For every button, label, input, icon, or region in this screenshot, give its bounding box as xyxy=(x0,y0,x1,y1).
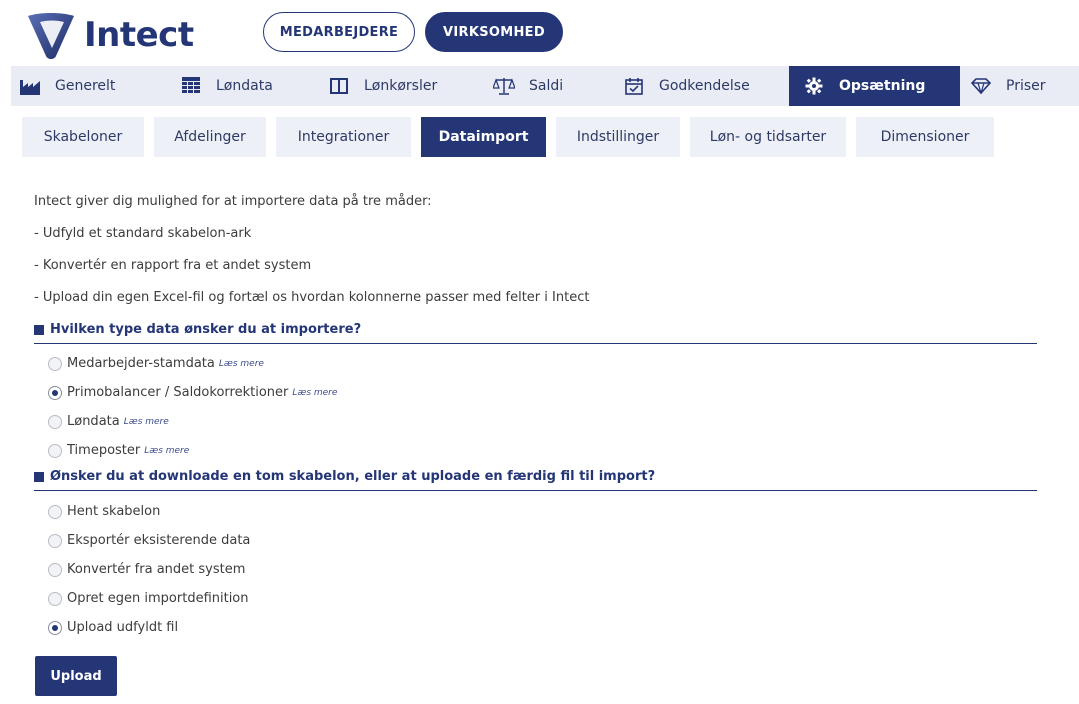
radio-button[interactable] xyxy=(48,592,62,606)
table-icon xyxy=(180,75,202,97)
radio-button[interactable] xyxy=(48,415,62,429)
radio-button[interactable] xyxy=(48,534,62,548)
logo-text: Intect xyxy=(84,15,194,55)
radio-option-primobalancer[interactable] xyxy=(48,385,337,400)
radio-option-upload-udfyldt-fil[interactable] xyxy=(48,620,178,635)
radio-option-konverter[interactable] xyxy=(48,562,245,577)
radio-label: Konvertér fra andet system xyxy=(67,562,246,577)
tab-skabeloner[interactable]: Skabeloner xyxy=(22,117,144,157)
nav-item-generelt[interactable] xyxy=(11,66,172,106)
read-more-link[interactable]: Læs mere xyxy=(123,416,169,427)
nav-label: Lønkørsler xyxy=(364,78,438,94)
upload-button[interactable]: Upload xyxy=(35,656,117,696)
tab-integrationer[interactable]: Integrationer xyxy=(276,117,411,157)
read-more-link[interactable]: Læs mere xyxy=(144,445,190,456)
radio-label: Opret egen importdefinition xyxy=(67,591,249,606)
radio-option-medarbejder-stamdata[interactable] xyxy=(48,356,264,371)
data-type-heading-text: Hvilken type data ønsker du at importere? xyxy=(50,322,362,337)
radio-option-eksporter-data[interactable] xyxy=(48,533,250,548)
action-heading xyxy=(34,469,1037,491)
columns-icon xyxy=(328,75,350,97)
nav-item-priser[interactable] xyxy=(960,66,1079,106)
nav-label: Løndata xyxy=(216,78,273,94)
tab-dimensioner[interactable]: Dimensioner xyxy=(856,117,994,157)
tab-indstillinger[interactable]: Indstillinger xyxy=(556,117,680,157)
section-bullet-icon xyxy=(34,325,44,335)
gear-icon xyxy=(803,75,825,97)
diamond-icon xyxy=(970,75,992,97)
read-more-link[interactable]: Læs mere xyxy=(218,358,264,369)
sub-nav xyxy=(22,117,1004,157)
radio-button[interactable] xyxy=(48,386,62,400)
radio-label: Løndata xyxy=(67,414,120,429)
tab-afdelinger[interactable]: Afdelinger xyxy=(154,117,266,157)
app-header xyxy=(0,0,1079,66)
nav-label: Opsætning xyxy=(839,78,926,94)
nav-item-loenkoersler[interactable] xyxy=(320,66,485,106)
radio-label: Timeposter xyxy=(67,443,141,458)
radio-button[interactable] xyxy=(48,621,62,635)
radio-option-opret-importdefinition[interactable] xyxy=(48,591,249,606)
intect-logo[interactable] xyxy=(26,10,194,60)
radio-label: Eksportér eksisterende data xyxy=(67,533,251,548)
radio-button[interactable] xyxy=(48,505,62,519)
company-mode-button[interactable]: VIRKSOMHED xyxy=(425,12,563,52)
nav-item-loendata[interactable] xyxy=(172,66,320,106)
intect-logo-icon xyxy=(26,10,76,60)
nav-label: Priser xyxy=(1006,78,1046,94)
intro-text: Intect giver dig mulighed for at importere data på tre måder: xyxy=(34,194,432,209)
radio-option-timeposter[interactable] xyxy=(48,443,189,458)
radio-option-hent-skabelon[interactable] xyxy=(48,504,160,519)
radio-label: Hent skabelon xyxy=(67,504,161,519)
radio-label: Medarbejder-stamdata xyxy=(67,356,215,371)
nav-item-opsaetning[interactable] xyxy=(789,66,960,106)
data-type-heading xyxy=(34,322,1037,344)
section-bullet-icon xyxy=(34,472,44,482)
radio-option-loendata[interactable] xyxy=(48,414,169,429)
factory-icon xyxy=(19,75,41,97)
radio-button[interactable] xyxy=(48,444,62,458)
radio-button[interactable] xyxy=(48,563,62,577)
nav-item-saldi[interactable] xyxy=(485,66,615,106)
nav-label: Generelt xyxy=(55,78,116,94)
radio-label: Upload udfyldt fil xyxy=(67,620,179,635)
tab-loen-og-tidsarter[interactable]: Løn- og tidsarter xyxy=(690,117,846,157)
intro-option-convert: - Konvertér en rapport fra et andet system xyxy=(34,258,312,273)
action-heading-text: Ønsker du at downloade en tom skabelon, eller at uploade en færdig fil til import? xyxy=(50,469,656,484)
radio-label: Primobalancer / Saldokorrektioner xyxy=(67,385,289,400)
nav-label: Godkendelse xyxy=(659,78,750,94)
calendar-check-icon xyxy=(623,75,645,97)
nav-item-godkendelse[interactable] xyxy=(615,66,789,106)
tab-dataimport[interactable]: Dataimport xyxy=(421,117,546,157)
scale-icon xyxy=(493,75,515,97)
main-nav xyxy=(11,66,1079,106)
radio-button[interactable] xyxy=(48,357,62,371)
intro-option-template: - Udfyld et standard skabelon-ark xyxy=(34,226,252,241)
nav-label: Saldi xyxy=(529,78,564,94)
intro-option-upload: - Upload din egen Excel-fil og fortæl os hvordan kolonnerne passer med felter i Intect xyxy=(34,290,590,305)
employees-mode-button[interactable]: MEDARBEJDERE xyxy=(263,12,415,52)
read-more-link[interactable]: Læs mere xyxy=(292,387,338,398)
